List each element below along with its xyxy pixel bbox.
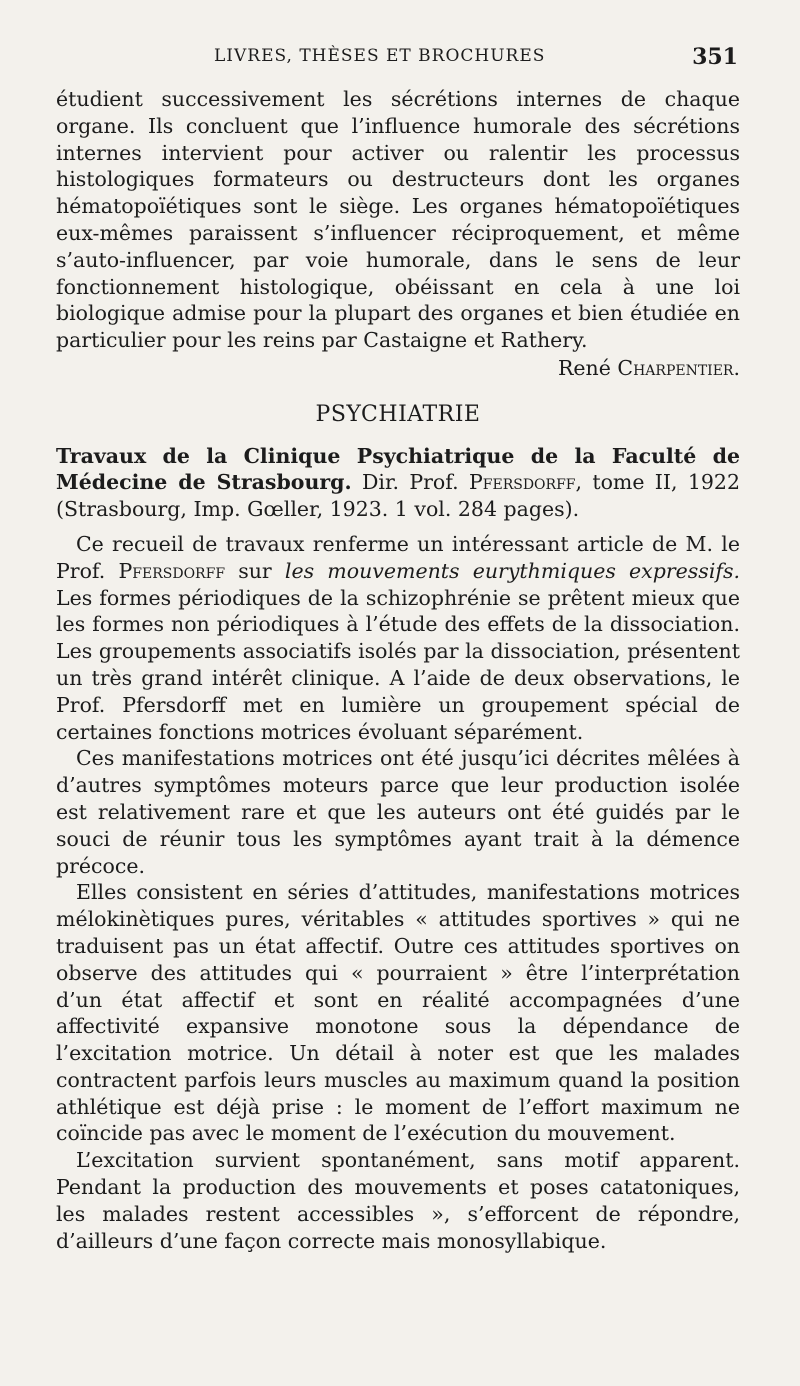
signature-last-name: Charpentier.: [617, 355, 740, 380]
p1-text-a: Ce recueil de travaux renferme un intéressant article de M. le Prof.: [56, 531, 740, 583]
signature-first-name: René: [557, 355, 611, 380]
review-paragraph-3: Elles consistent en séries d’attitudes, manifestations motrices mélokinètiques pures, véritables « attitudes sportives » qui ne traduisent pas un état affectif. Outre ces attitudes sportives on observe des attitudes qui « pourraient » être l’interprétation d’un état affectif et sont en réalité accompagnées d’une affectivité expansive monotone sous la dépendance de l’excitation motrice. Un détail à noter est que les malades contractent parfois leurs muscles au maximum quand la position athlétique est déjà prise : le moment de l’effort maximum ne coïncide pas avec le moment de l’exécution du mouvement.: [56, 880, 740, 1146]
page-number: 351: [692, 44, 738, 70]
reviewed-work-title: Travaux de la Clinique Psychiatrique de la Faculté de Médecine de Strasbourg.: [56, 443, 740, 495]
p1-text-c: Les formes périodiques de la schizophrénie se prêtent mieux que les formes non périodiques à l’étude des effets de la dissociation. Les groupements associatifs isolés par la dissociation, présentent un très grand intérêt clinique. A l’aide de deux observations, le Prof. Pfersdorff met en lumière un groupement spécial de certaines fonctions motrices évoluant séparément.: [56, 585, 740, 744]
previous-review-paragraph: étudient successivement les sécrétions internes de chaque organe. Ils concluent que l’influence humorale des sécrétions internes intervient pour activer ou ralentir les processus histologiques formateurs ou destructeurs dont les organes hématopoïétiques sont le siège. Les organes hématopoïétiques eux-mêmes paraissent s’influencer réciproquement, et même s’auto-influencer, par voie humorale, dans le sens de leur fonctionnement histologique, obéissant en cela à une loi biologique admise pour la plupart des organes et bien étudiée en particulier pour les reins par Castaigne et Rathery.: [56, 87, 740, 353]
review-paragraph-2: Ces manifestations motrices ont été jusqu’ici décrites mêlées à d’autres symptômes moteurs parce que leur production isolée est relativement rare et que les auteurs ont été guidés par le souci de réunir tous les symptômes ayant trait à la démence précoce.: [56, 746, 740, 878]
director-name: Pfersdorff: [468, 470, 576, 495]
p1-text-b: sur: [225, 558, 285, 583]
reviewed-work-reference: [56, 443, 740, 523]
page-body: [56, 86, 740, 1254]
review-paragraph-4: L’excitation survient spontanément, sans motif apparent. Pendant la production des mouvements et poses catatoniques, les malades restent accessibles », s’efforcent de répondre, d’ailleurs d’une façon correcte mais monosyllabique.: [56, 1148, 740, 1253]
p1-article-title: les mouvements eurythmiques expressifs.: [284, 558, 740, 583]
running-title: LIVRES, THÈSES ET BROCHURES: [214, 46, 546, 66]
review-paragraph-1: [56, 531, 740, 745]
director-prefix: Dir. Prof.: [351, 470, 469, 495]
p1-author: Pfersdorff: [118, 558, 226, 583]
publication-details: , tome II, 1922 (Strasbourg, Imp. Gœller, 1923. 1 vol. 284 pages).: [56, 470, 740, 522]
review-signature: [56, 355, 740, 382]
section-heading: PSYCHIATRIE: [315, 401, 481, 427]
page-header: [0, 44, 800, 74]
